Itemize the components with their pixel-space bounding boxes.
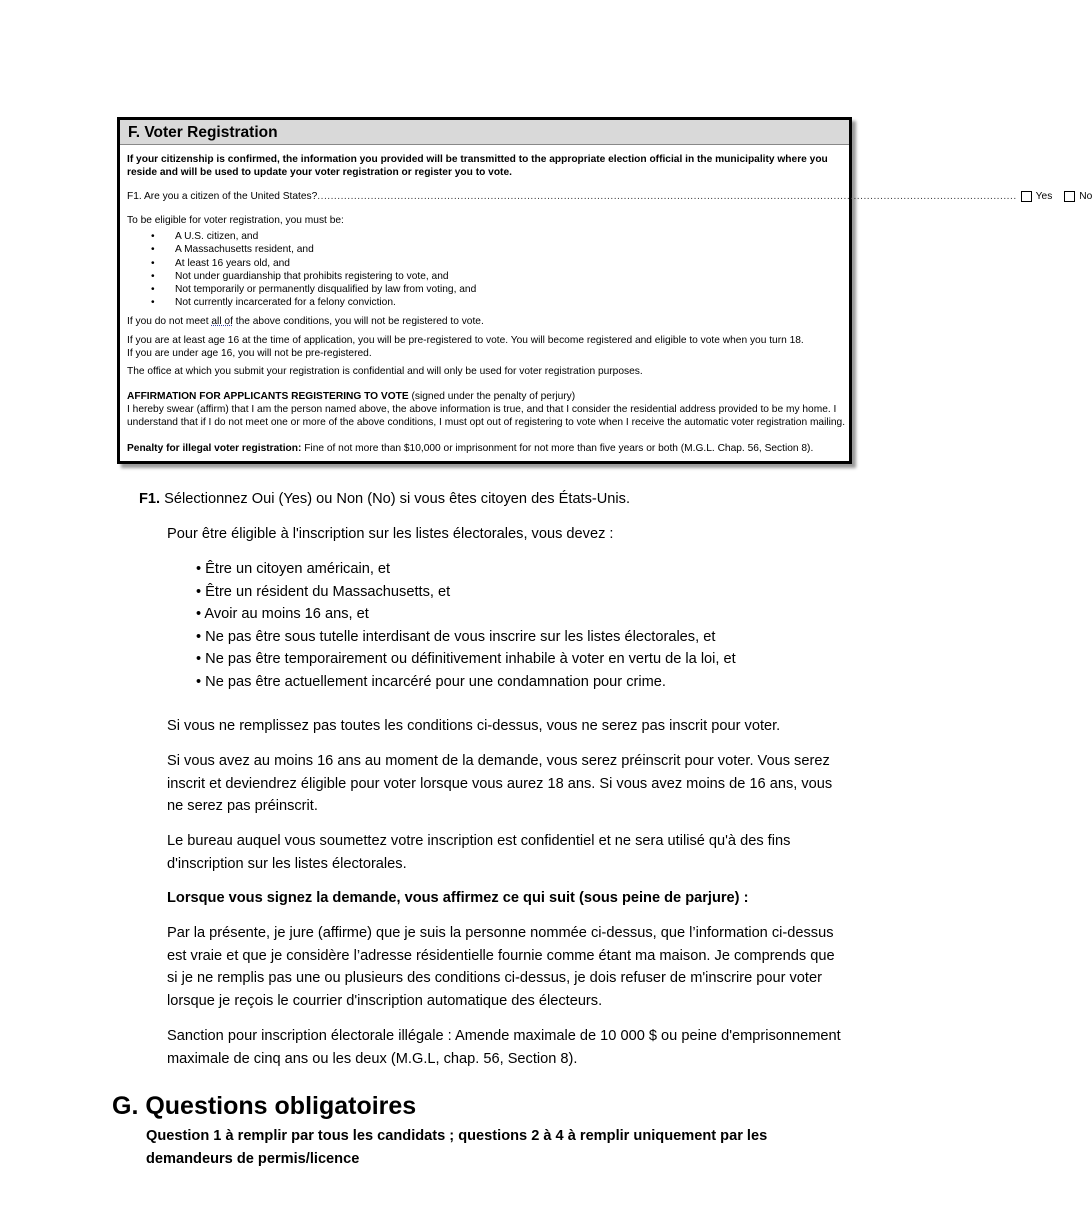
list-item: • Avoir au moins 16 ans, et	[196, 606, 369, 622]
form-penalty-text: Penalty for illegal voter registration: Fine of not more than $10,000 or imprisonment for not more than five years or both (M.G.L. Chap. 56, Section 8).	[127, 443, 814, 454]
office-paragraph: Le bureau auquel vous soumettez votre inscription est confidentiel et ne sera utilisé qu'à des fins d'inscription sur les listes électorales.	[167, 833, 791, 872]
eligibility-intro: Pour être éligible à l'inscription sur les listes électorales, vous devez :	[167, 526, 614, 542]
form-affirmation-text: I hereby swear (affirm) that I am the person named above, the above information is true, and that I consider the residential address provided to be my home. I understand that if I do not meet one or more of the above conditions, I must opt out of registering to vote when I receive the automatic voter registration mailing.	[127, 404, 846, 429]
list-item: • Ne pas être sous tutelle interdisant de vous inscrire sur les listes électorales, et	[196, 628, 716, 645]
yes-label: Yes	[1035, 191, 1053, 202]
affirmation-title: Lorsque vous signez la demande, vous affirmez ce qui suit (sous peine de parjure) :	[167, 890, 749, 906]
list-item: • Not temporarily or permanently disqualified by law from voting, and	[151, 284, 477, 296]
list-item: • Not currently incarcerated for a felony conviction.	[151, 297, 396, 309]
form-f1-question: F1. Are you a citizen of the United States?	[127, 191, 318, 202]
form-eligibility-list	[127, 230, 476, 310]
section-g-heading: G. Questions obligatoires	[112, 1092, 417, 1120]
list-item: • At least 16 years old, and	[151, 257, 290, 269]
not-all-conditions-paragraph: Si vous ne remplissez pas toutes les conditions ci-dessus, vous ne serez pas inscrit pour voter.	[167, 718, 781, 734]
list-item: • A U.S. citizen, and	[151, 231, 259, 242]
no-label: No	[1079, 191, 1092, 202]
list-item: • A Massachusetts resident, and	[151, 244, 314, 256]
form-section-header: F. Voter Registration	[120, 120, 849, 145]
eligibility-list	[196, 558, 736, 693]
form-yes-option	[1021, 190, 1053, 203]
form-not-all-conditions: If you do not meet all of the above conditions, you will not be registered to vote.	[127, 316, 484, 327]
form-eligibility-intro: To be eligible for voter registration, you must be:	[127, 215, 344, 226]
list-item: • Ne pas être temporairement ou définitivement inhabile à voter en vertu de la loi, et	[196, 651, 736, 667]
f1-instruction: F1. Sélectionnez Oui (Yes) ou Non (No) si vous êtes citoyen des États-Unis.	[139, 491, 631, 507]
list-item: • Être un résident du Massachusetts, et	[196, 583, 451, 600]
form-intro-text: If your citizenship is confirmed, the information you provided will be transmitted to the appropriate election official in the municipality where you reside and will be used to update your voter registration or register you to vote.	[127, 154, 828, 179]
list-item: • Être un citoyen américain, et	[196, 561, 391, 577]
age-paragraph: Si vous avez au moins 16 ans au moment de la demande, vous serez préinscrit pour voter. Vous serez inscrit et deviendrez éligible pour voter lorsque vous aurez 18 ans. Si vous avez moins de 16 ans, vous ne serez pas préinscrit.	[167, 753, 833, 814]
voter-registration-form-image	[117, 117, 1092, 464]
form-office-text: The office at which you submit your registration is confidential and will only be used for voter registration purposes.	[127, 366, 643, 377]
penalty-paragraph: Sanction pour inscription électorale illégale : Amende maximale de 10 000 $ ou peine d'emprisonnement maximale de cinq ans ou les deux (M.G.L, chap. 56, Section 8).	[167, 1028, 841, 1067]
list-item: • Ne pas être actuellement incarcéré pour une condamnation pour crime.	[196, 673, 666, 690]
form-f1-leader-dots: ..................................................................................................................................................................................................................	[317, 191, 1017, 202]
affirmation-paragraph: Par la présente, je jure (affirme) que je suis la personne nommée ci-dessus, que l’information ci-dessus est vraie et que je considère l’adresse résidentielle fournie comme étant ma maison. Je comprends que si je ne remplis pas une ou plusieurs des conditions ci-dessus, je dois refuser de m'inscrire pour voter lorsque je reçois le courrier d'inscription automatique des électeurs.	[167, 925, 835, 1009]
form-age-text: If you are at least age 16 at the time of application, you will be pre-registered to vote. You will become registered and eligible to vote when you turn 18. If you are under age 16, you will not be pre-registered.	[127, 335, 804, 360]
section-g-subheading: Question 1 à remplir par tous les candidats ; questions 2 à 4 à remplir uniquement par les demandeurs de permis/licence	[146, 1128, 768, 1167]
yes-checkbox	[1021, 191, 1032, 202]
no-checkbox	[1064, 191, 1075, 202]
form-f1-row	[127, 190, 1092, 203]
form-no-option	[1064, 190, 1092, 203]
list-item: • Not under guardianship that prohibits registering to vote, and	[151, 270, 449, 282]
form-affirmation: AFFIRMATION FOR APPLICANTS REGISTERING TO VOTE (signed under the penalty of perjury) I hereby swear (affirm) that I am the person named above, the above information is true, and that I consider the residential address provided to be my home. I understand that if I do not meet one or more of the above conditions, I must opt out of registering to vote when I receive the automatic voter registration mailing.	[127, 391, 846, 429]
